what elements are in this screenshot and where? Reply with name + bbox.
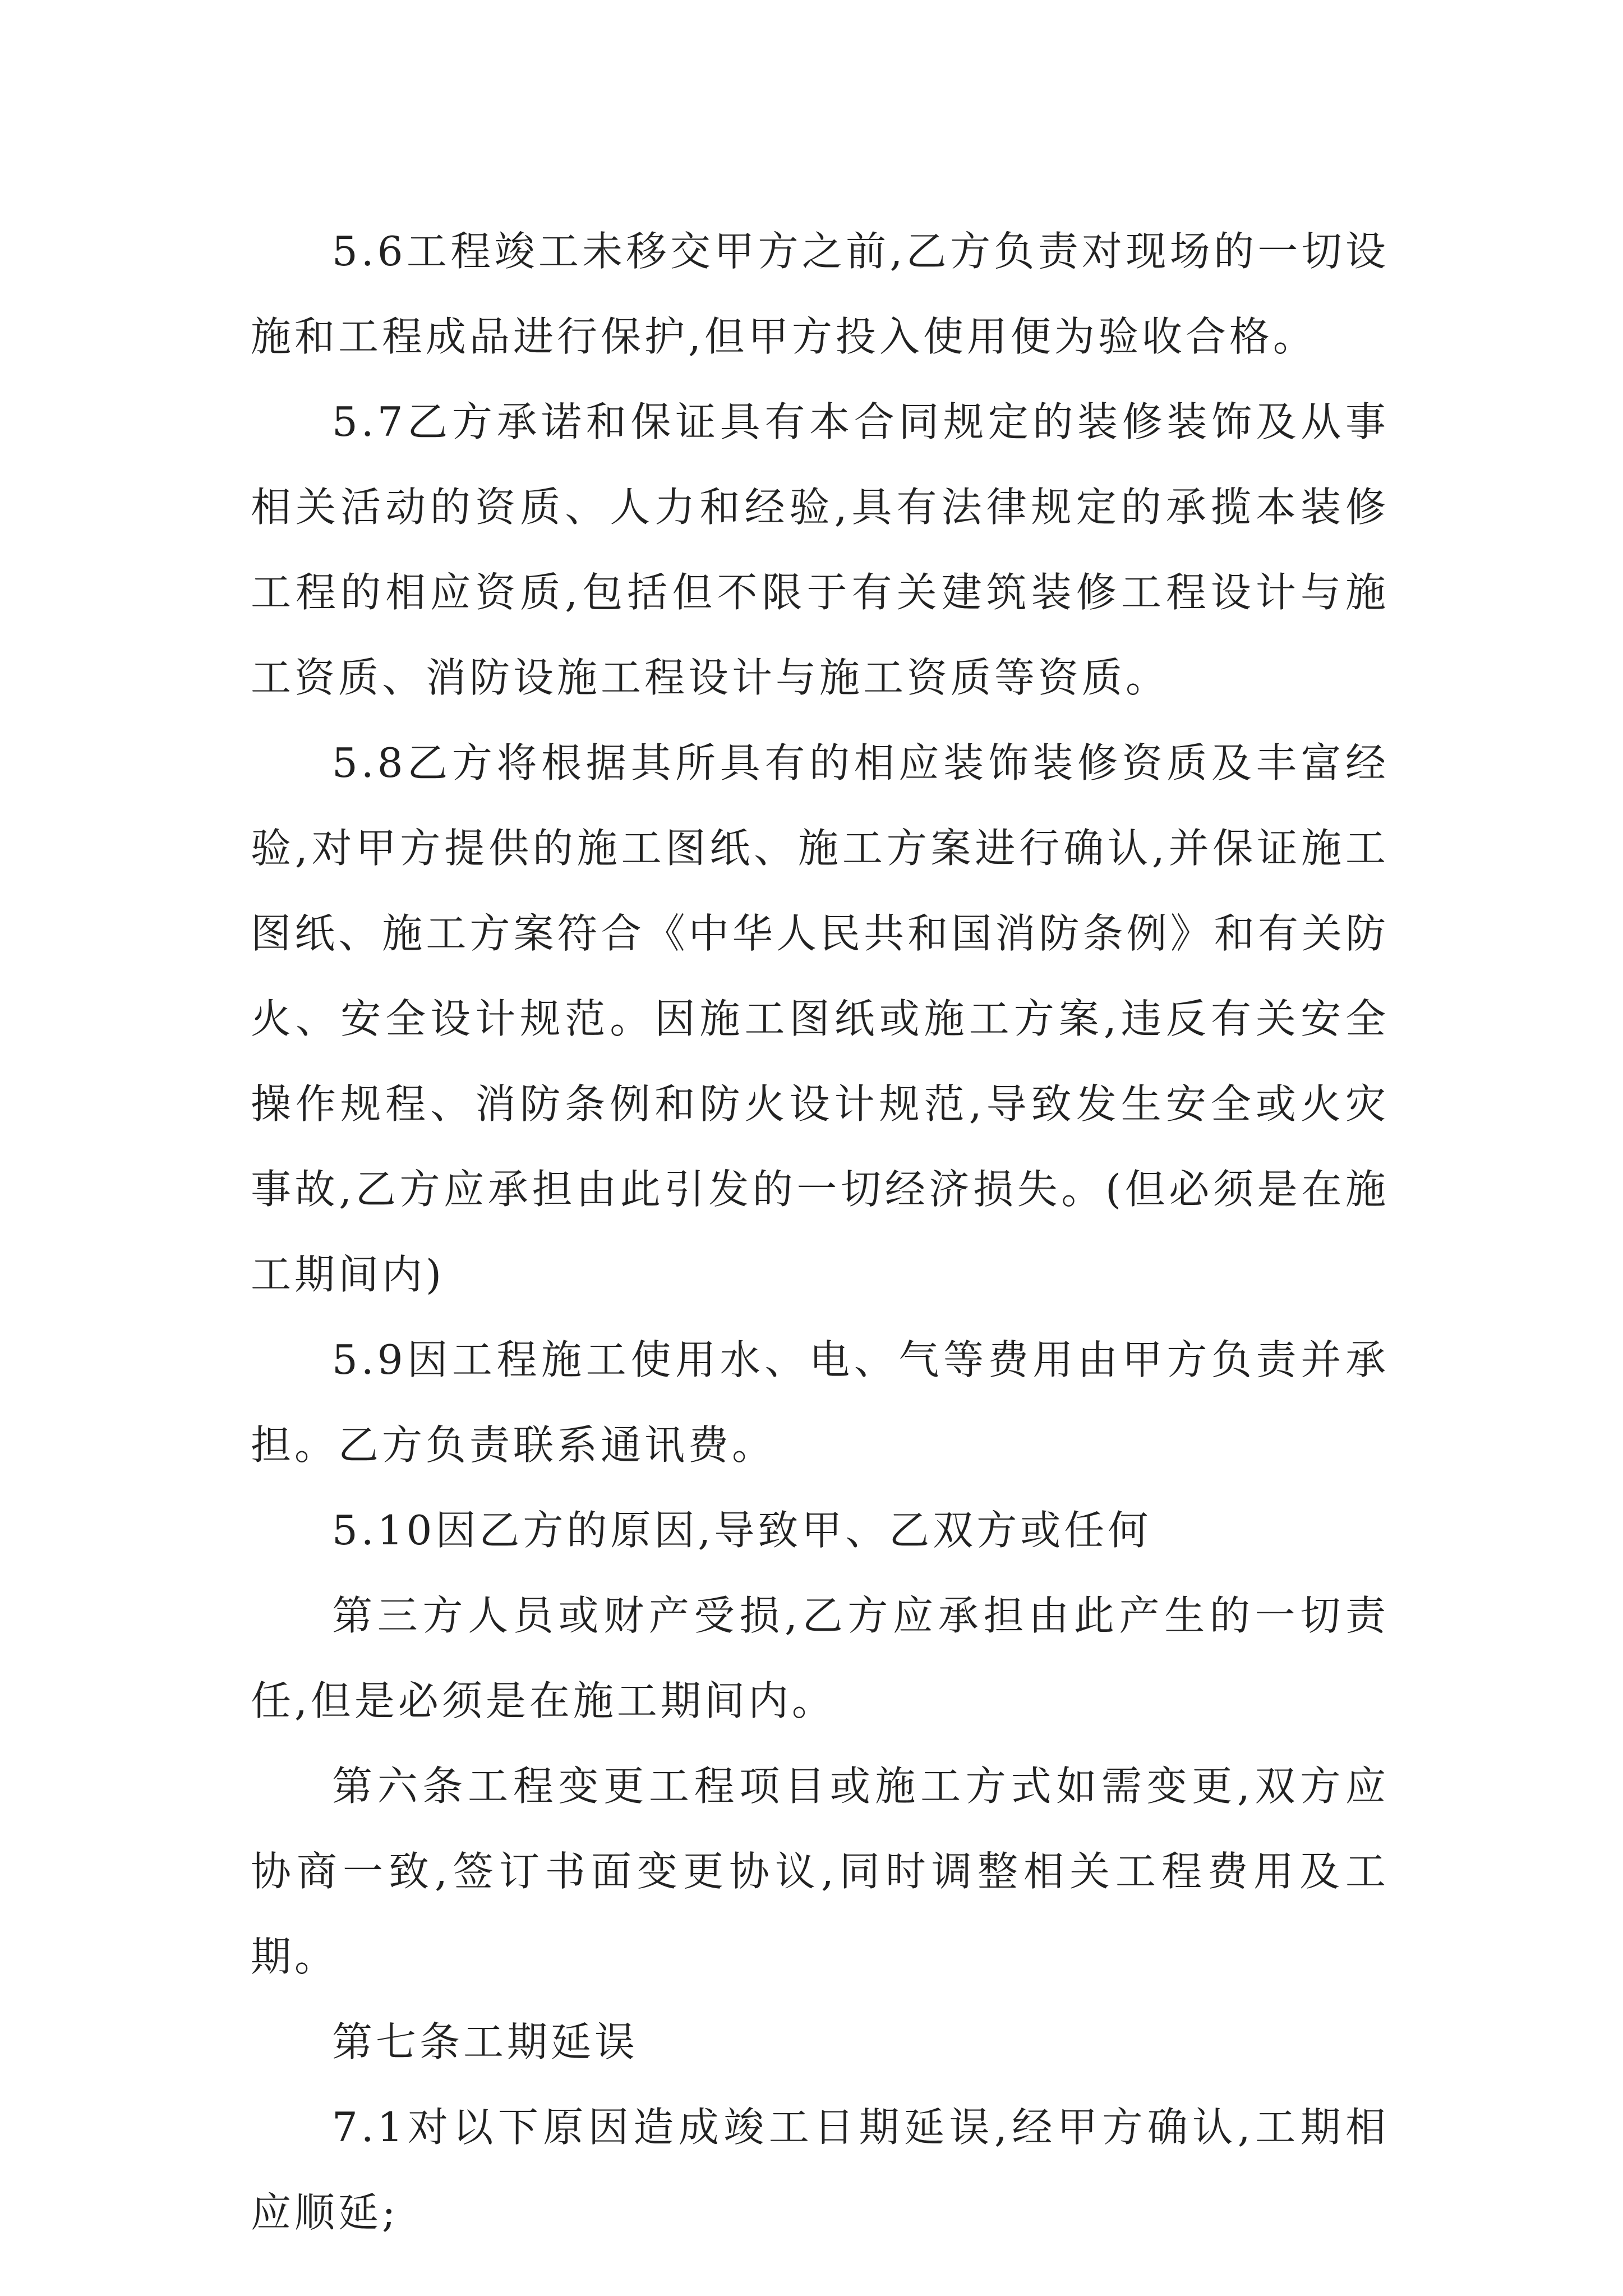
paragraph-5-10-continued: 第三方人员或财产受损,乙方应承担由此产生的一切责任,但是必须是在施工期间内。 bbox=[251, 1592, 1389, 1724]
paragraph-5-10: 5.10因乙方的原因,导致甲、乙双方或任何 bbox=[332, 1507, 1152, 1554]
paragraph-7-1: 7.1对以下原因造成竣工日期延误,经甲方确认,工期相应顺延; bbox=[251, 2104, 1389, 2236]
paragraph-5-6: 5.6工程竣工未移交甲方之前,乙方负责对现场的一切设施和工程成品进行保护,但甲方投入使用便为验收合格。 bbox=[251, 228, 1389, 360]
paragraph-article-6: 第六条工程变更工程项目或施工方式如需变更,双方应协商一致,签订书面变更协议,同时调整相关工程费用及工期。 bbox=[251, 1763, 1389, 1980]
paragraph-5-8: 5.8乙方将根据其所具有的相应装饰装修资质及丰富经验,对甲方提供的施工图纸、施工方案进行确认,并保证施工图纸、施工方案符合《中华人民共和国消防条例》和有关防火、安全设计规范。因施工图纸或施工方案,违反有关安全操作规程、消防条例和防火设计规范,导致发生安全或火灾事故,乙方应承担由此引发的一切经济损失。(但必须是在施工期间内) bbox=[251, 739, 1389, 1298]
paragraph-5-7: 5.7乙方承诺和保证具有本合同规定的装修装饰及从事相关活动的资质、人力和经验,具有法律规定的承揽本装修工程的相应资质,包括但不限于有关建筑装修工程设计与施工资质、消防设施工程设计与施工资质等资质。 bbox=[251, 398, 1389, 701]
heading-article-7: 第七条工期延误 bbox=[332, 2018, 639, 2065]
document-body bbox=[251, 209, 1389, 2255]
paragraph-5-9: 5.9因工程施工使用水、电、气等费用由甲方负责并承担。乙方负责联系通讯费。 bbox=[251, 1336, 1389, 1469]
